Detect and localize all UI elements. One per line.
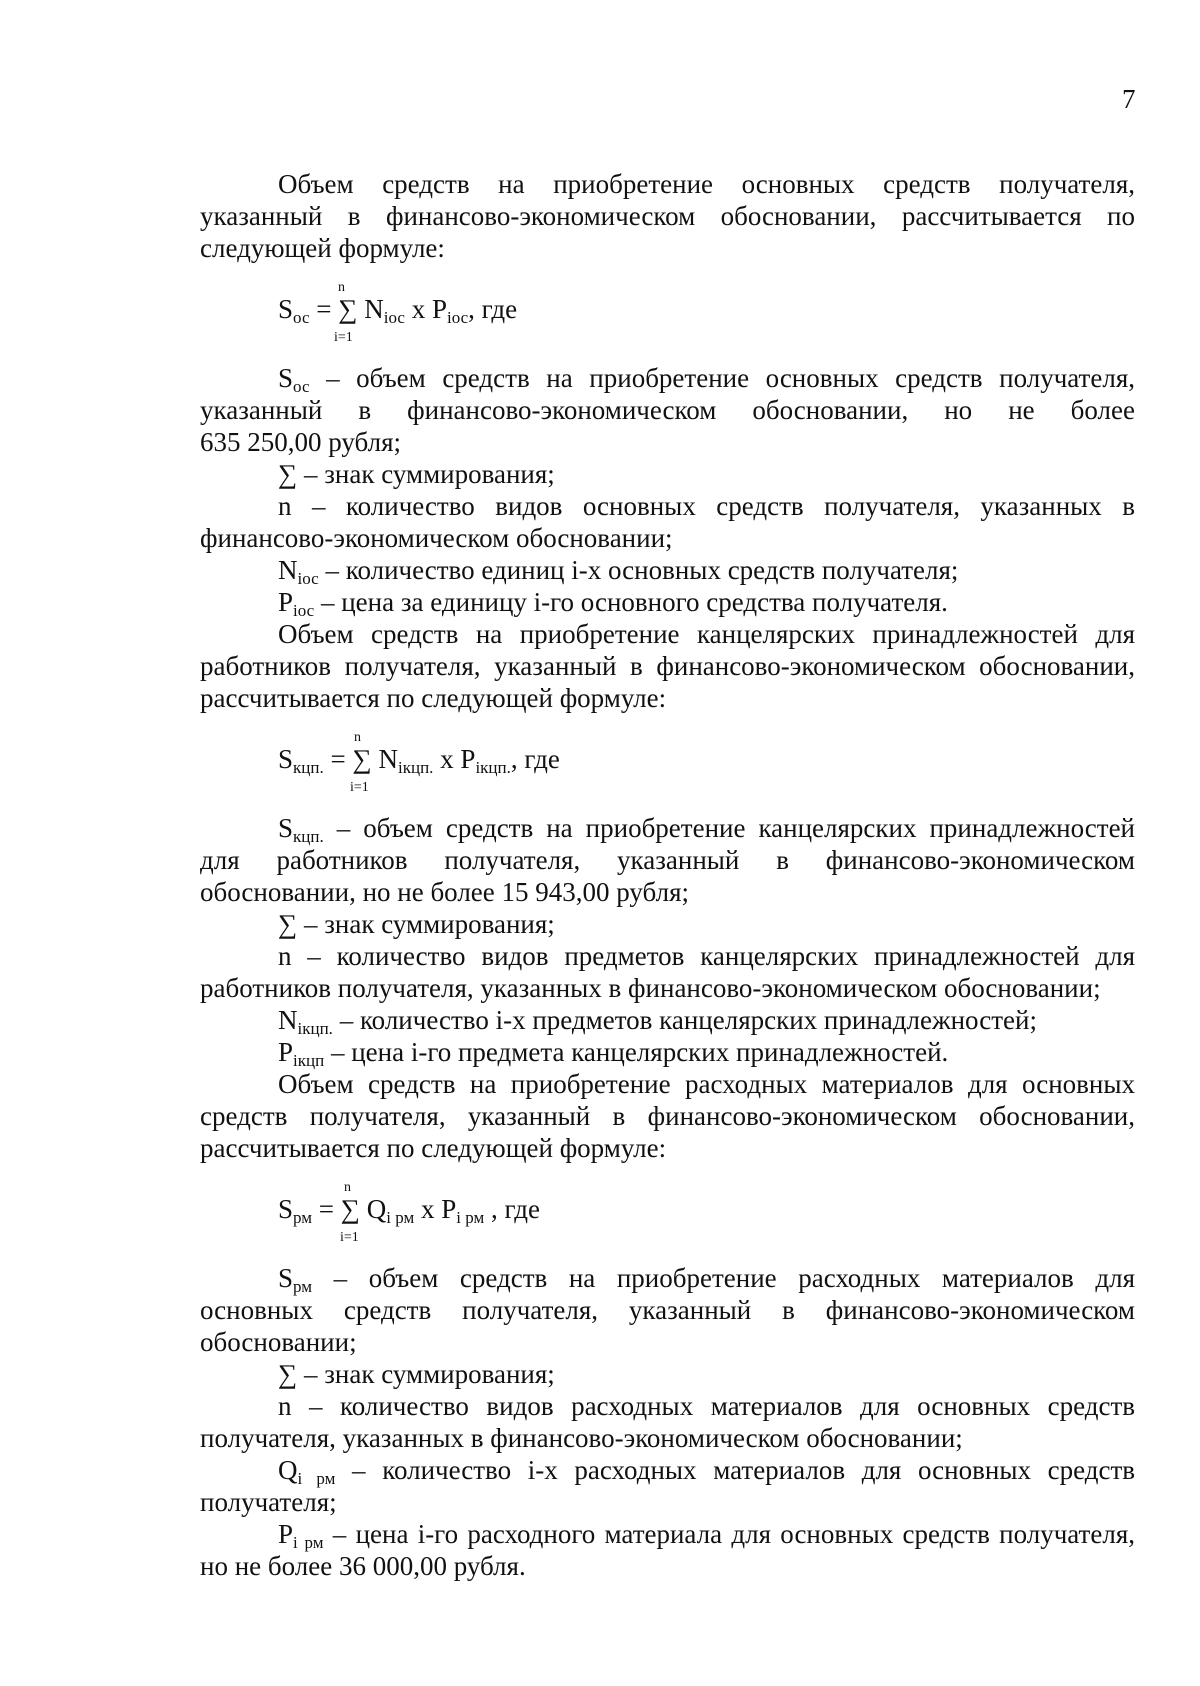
formula-term-2-sub: i рм <box>456 1208 485 1227</box>
formula-lhs-sub: кцп. <box>293 758 324 777</box>
formula-term-1-sub: i рм <box>386 1208 415 1227</box>
text-line: Объем средств на приобретение расходных материалов для основных <box>278 1069 1135 1099</box>
times-sign: x <box>411 294 426 324</box>
definition-line: $N_{iкцп.}$ – количество i-х предметов канцелярских принадлежностей; <box>278 1005 1037 1038</box>
sum-upper-limit: n <box>344 1180 351 1195</box>
definition-line: получателя, указанных в финансово-экономическом обосновании; <box>200 1423 963 1453</box>
definition-line: ∑ – знак суммирования; <box>278 1359 555 1389</box>
text-line: Объем средств на приобретение канцелярских принадлежностей для <box>278 619 1135 649</box>
sum-lower-limit: i=1 <box>350 780 369 795</box>
formula-term-2: P <box>431 294 447 324</box>
sum-upper-limit: n <box>338 280 345 295</box>
definition-line: основных средств получателя, указанный в финансово-экономическом <box>200 1295 1135 1325</box>
text-line: указанный в финансово-экономическом обосновании, рассчитывается по <box>200 201 1135 231</box>
equals-sign: = <box>316 294 332 324</box>
equals-sign: = <box>318 1194 335 1224</box>
definition-line: обосновании; <box>200 1327 357 1357</box>
formula-term-2: P <box>441 1194 457 1224</box>
definition-line: $S_{ос}$ – объем средств на приобретение основных средств получателя, <box>278 363 1135 396</box>
definition-line: указанный в финансово-экономическом обосновании, но не более <box>200 395 1135 425</box>
times-sign: x <box>421 1194 435 1224</box>
formula-tail: , где <box>510 744 560 774</box>
definition-line: n – количество видов предметов канцелярских принадлежностей для <box>278 941 1135 971</box>
text-line: Объем средств на приобретение основных средств получателя, <box>278 169 1135 199</box>
definition-line: получателя; <box>200 1487 337 1517</box>
formula-term-2: P <box>460 744 476 774</box>
definition-line: $Q_{i рм}$ – количество i-х расходных материалов для основных средств <box>278 1455 1135 1488</box>
equals-sign: = <box>330 744 346 774</box>
definition-line: работников получателя, указанных в финансово-экономическом обосновании; <box>200 973 1101 1003</box>
formula-lhs: S <box>278 294 294 324</box>
definition-line: $S_{кцп.}$ – объем средств на приобретение канцелярских принадлежностей <box>278 813 1135 846</box>
definition-line: n – количество видов расходных материалов для основных средств <box>278 1391 1135 1421</box>
formula-lhs-sub: рм <box>293 1208 313 1227</box>
definition-line: $S_{рм}$ – объем средств на приобретение расходных материалов для <box>278 1263 1135 1296</box>
formula-term-1: N <box>378 744 398 774</box>
definition-line: $P_{iос}$ – цена за единицу i-го основного средства получателя. <box>278 587 948 620</box>
formula-term-1-sub: iос <box>383 308 405 327</box>
definition-line: для работников получателя, указанный в финансово-экономическом <box>200 845 1135 875</box>
definition-line: но не более 36 000,00 рубля. <box>200 1551 526 1581</box>
text-line: следующей формуле: <box>200 233 445 263</box>
formula-lhs: S <box>278 744 294 774</box>
sum-lower-limit: i=1 <box>340 1230 359 1245</box>
sum-upper-limit: n <box>354 730 361 745</box>
definition-line: $P_{iкцп}$ – цена i-го предмета канцелярских принадлежностей. <box>278 1037 949 1070</box>
sigma-icon: ∑ <box>352 744 372 774</box>
formula-term-1: N <box>364 294 384 324</box>
formula-term-1-sub: iкцп. <box>397 758 434 777</box>
definition-line: $P_{i рм}$ – цена i-го расходного материала для основных средств получателя, <box>278 1519 1135 1552</box>
text-line: средств получателя, указанный в финансово-экономическом обосновании, <box>200 1101 1135 1131</box>
sigma-icon: ∑ <box>340 1194 361 1224</box>
sum-lower-limit: i=1 <box>334 330 353 345</box>
formula-lhs: S <box>278 1194 294 1224</box>
definition-line: ∑ – знак суммирования; <box>278 459 555 489</box>
definition-line: $N_{iос}$ – количество единиц i-х основных средств получателя; <box>278 555 959 588</box>
text-line: рассчитывается по следующей формуле: <box>200 683 667 713</box>
text-line: работников получателя, указанный в финансово-экономическом обосновании, <box>200 651 1135 681</box>
text-line: рассчитывается по следующей формуле: <box>200 1133 667 1163</box>
definition-line: финансово-экономическом обосновании; <box>200 523 673 553</box>
formula-lhs-sub: ос <box>293 308 310 327</box>
formula-tail: , где <box>468 294 518 324</box>
definition-line: обосновании, но не более 15 943,00 рубля; <box>200 877 690 907</box>
times-sign: x <box>440 744 454 774</box>
formula-term-2-sub: iкцп. <box>475 758 511 777</box>
formula-term-1: Q <box>366 1194 387 1224</box>
formula-term-2-sub: iос <box>446 308 469 327</box>
page-number: 7 <box>1122 84 1136 114</box>
definition-line: 635 250,00 рубля; <box>200 427 401 457</box>
definition-line: n – количество видов основных средств получателя, указанных в <box>278 491 1135 521</box>
sigma-icon: ∑ <box>338 294 358 324</box>
definition-line: ∑ – знак суммирования; <box>278 909 555 939</box>
formula-tail: , где <box>484 1194 540 1224</box>
